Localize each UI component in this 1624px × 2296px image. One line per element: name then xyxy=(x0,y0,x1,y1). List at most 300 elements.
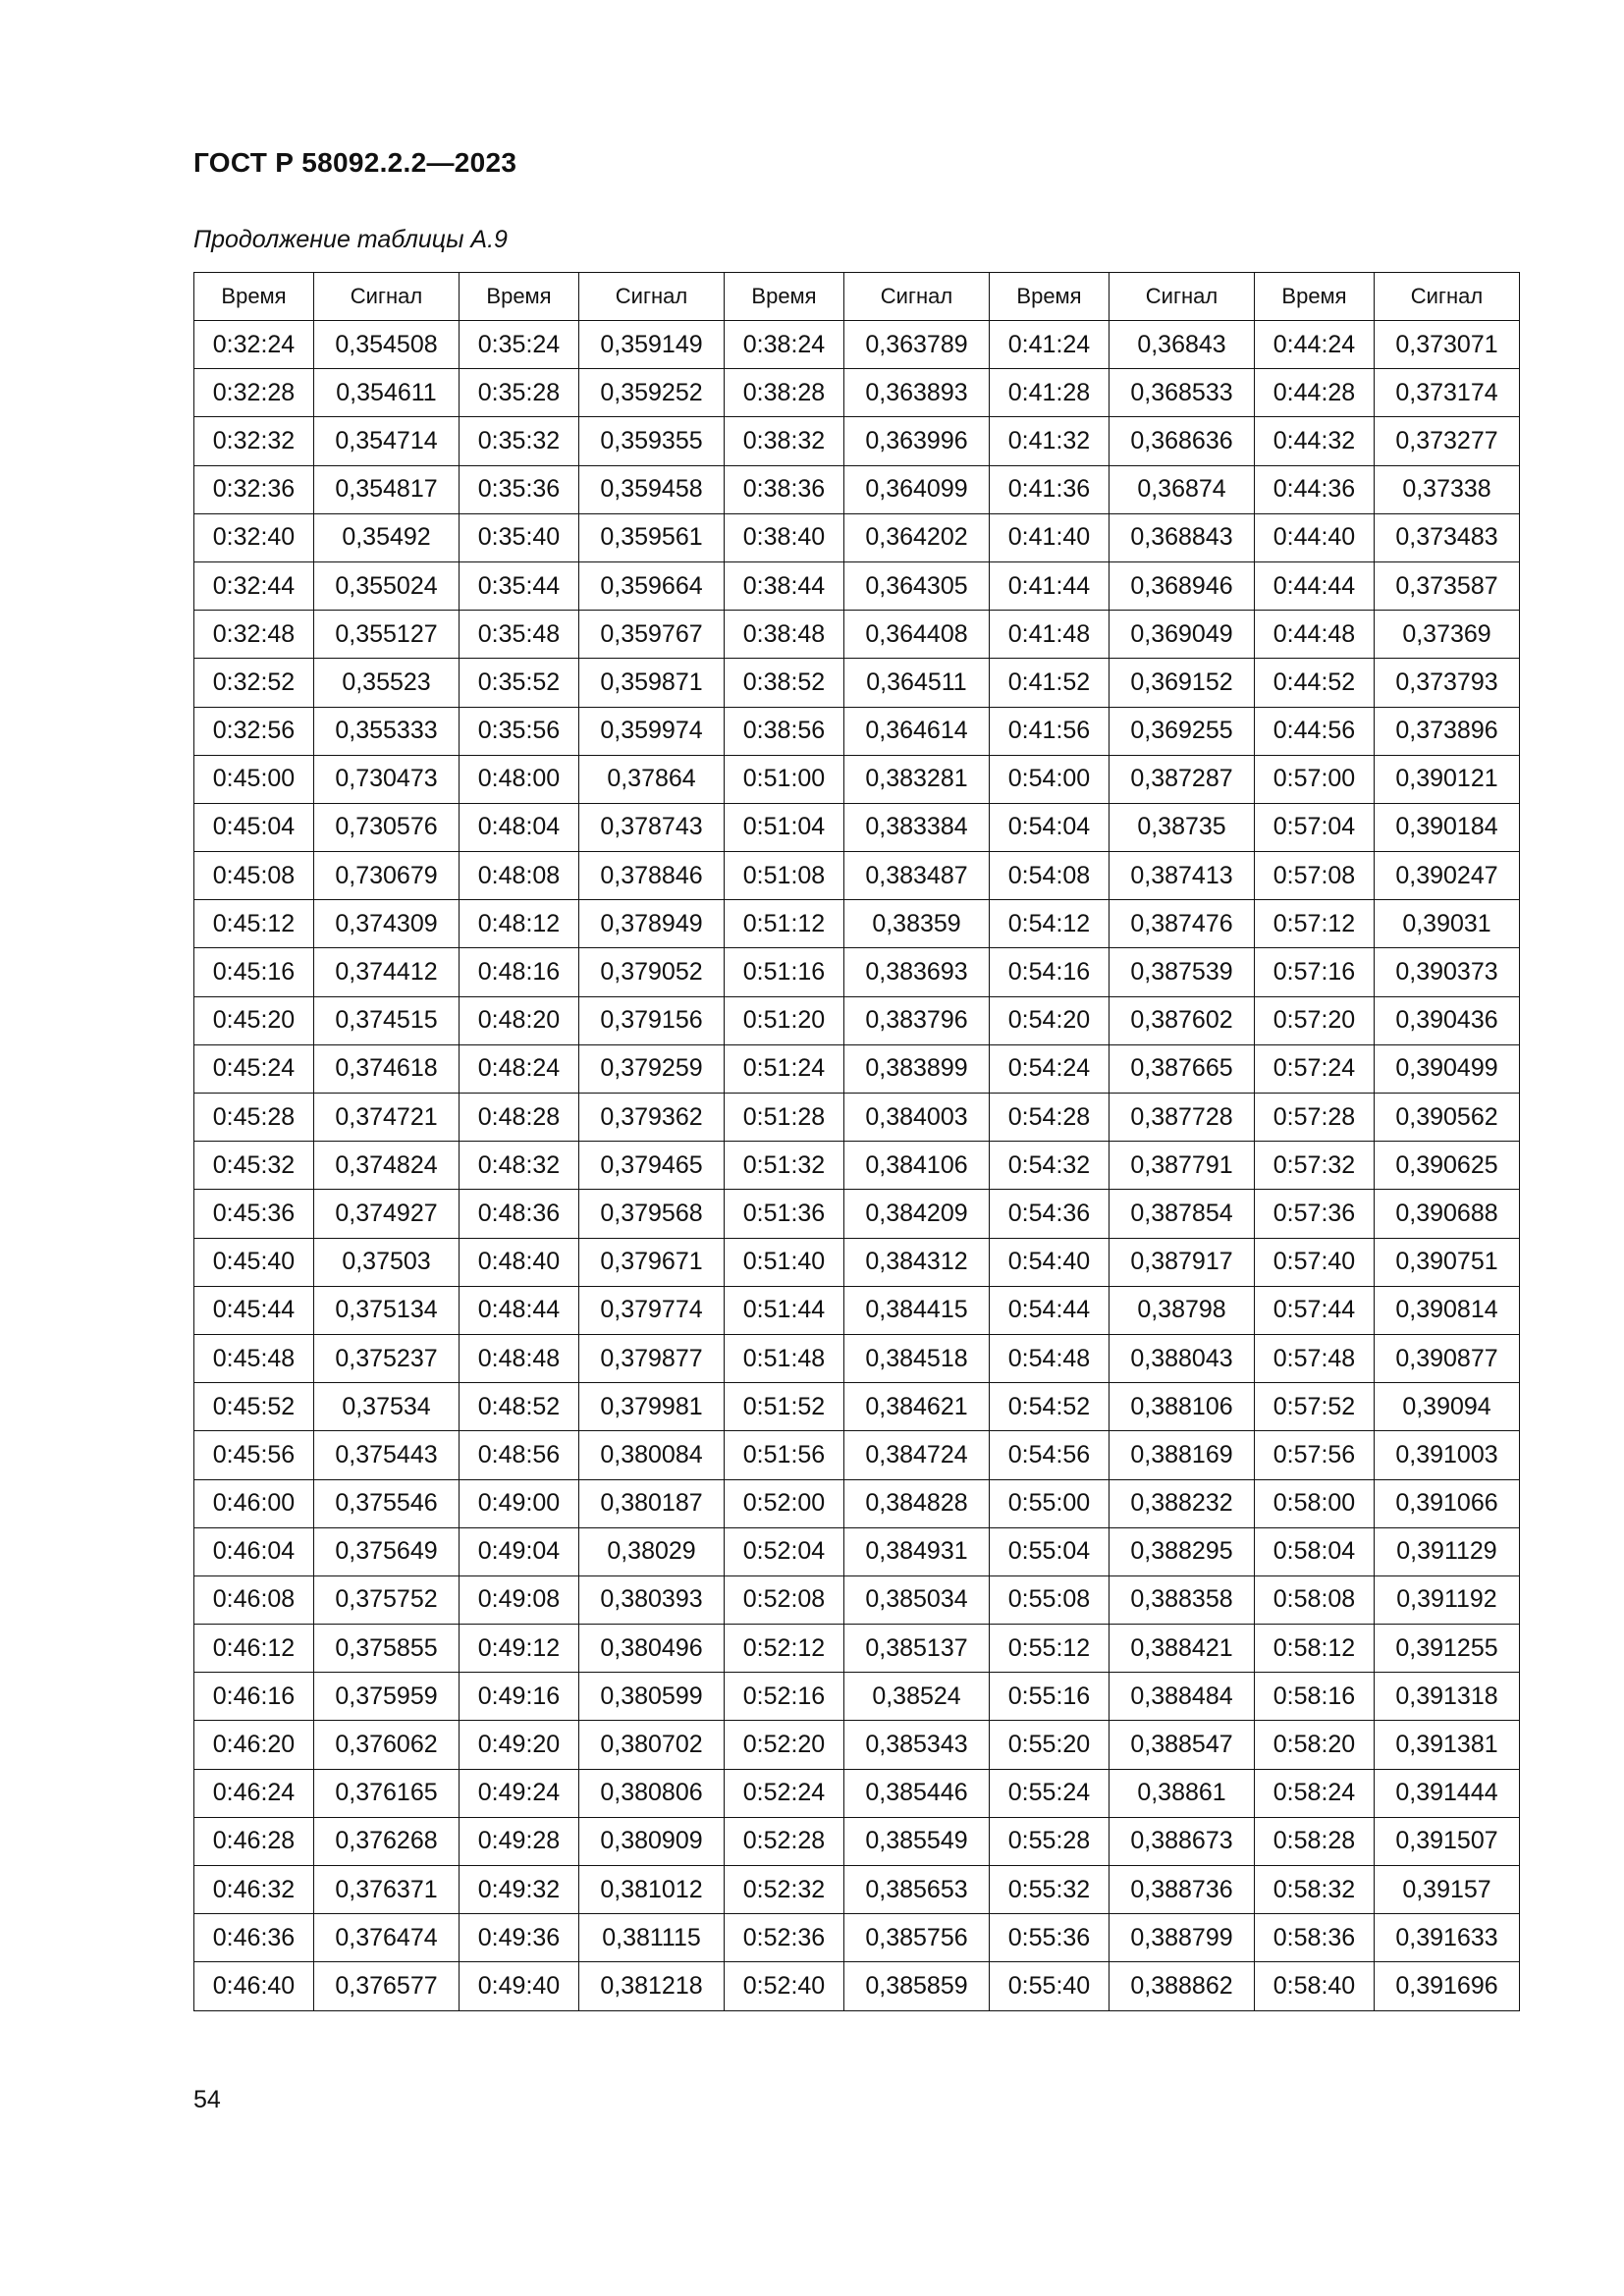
time-cell: 0:55:24 xyxy=(990,1769,1110,1817)
time-cell: 0:58:16 xyxy=(1255,1673,1375,1721)
signal-cell: 0,388547 xyxy=(1110,1721,1255,1769)
signal-cell: 0,387917 xyxy=(1110,1238,1255,1286)
time-cell: 0:52:08 xyxy=(725,1575,844,1624)
time-cell: 0:49:12 xyxy=(460,1625,579,1673)
signal-cell: 0,380496 xyxy=(579,1625,725,1673)
time-cell: 0:55:04 xyxy=(990,1527,1110,1575)
signal-cell: 0,384312 xyxy=(844,1238,990,1286)
time-cell: 0:32:56 xyxy=(194,707,314,755)
time-cell: 0:46:28 xyxy=(194,1817,314,1865)
table-row xyxy=(194,1238,1520,1286)
time-cell: 0:38:44 xyxy=(725,561,844,610)
time-cell: 0:51:00 xyxy=(725,755,844,803)
signal-cell: 0,380187 xyxy=(579,1479,725,1527)
time-cell: 0:48:00 xyxy=(460,755,579,803)
time-cell: 0:45:04 xyxy=(194,803,314,851)
time-cell: 0:57:08 xyxy=(1255,852,1375,900)
signal-cell: 0,359355 xyxy=(579,417,725,465)
signal-cell: 0,730679 xyxy=(314,852,460,900)
signal-cell: 0,384415 xyxy=(844,1286,990,1334)
time-cell: 0:54:40 xyxy=(990,1238,1110,1286)
time-cell: 0:48:16 xyxy=(460,948,579,996)
column-header-time: Время xyxy=(194,273,314,321)
time-cell: 0:49:40 xyxy=(460,1962,579,2010)
time-cell: 0:51:20 xyxy=(725,996,844,1044)
signal-cell: 0,376062 xyxy=(314,1721,460,1769)
time-cell: 0:45:20 xyxy=(194,996,314,1044)
table-row xyxy=(194,707,1520,755)
time-cell: 0:35:24 xyxy=(460,321,579,369)
signal-cell: 0,385446 xyxy=(844,1769,990,1817)
time-cell: 0:44:44 xyxy=(1255,561,1375,610)
time-cell: 0:54:56 xyxy=(990,1431,1110,1479)
time-cell: 0:57:00 xyxy=(1255,755,1375,803)
time-cell: 0:32:24 xyxy=(194,321,314,369)
column-header-signal: Сигнал xyxy=(844,273,990,321)
signal-cell: 0,390625 xyxy=(1375,1142,1520,1190)
signal-cell: 0,375855 xyxy=(314,1625,460,1673)
signal-cell: 0,380806 xyxy=(579,1769,725,1817)
table-row xyxy=(194,1866,1520,1914)
table-row xyxy=(194,1769,1520,1817)
table-row xyxy=(194,1575,1520,1624)
time-cell: 0:38:32 xyxy=(725,417,844,465)
table-row xyxy=(194,513,1520,561)
time-cell: 0:41:40 xyxy=(990,513,1110,561)
signal-cell: 0,387413 xyxy=(1110,852,1255,900)
time-cell: 0:51:48 xyxy=(725,1334,844,1382)
signal-cell: 0,387665 xyxy=(1110,1044,1255,1093)
signal-cell: 0,390751 xyxy=(1375,1238,1520,1286)
time-cell: 0:49:32 xyxy=(460,1866,579,1914)
signal-cell: 0,391507 xyxy=(1375,1817,1520,1865)
time-cell: 0:44:36 xyxy=(1255,465,1375,513)
signal-cell: 0,364408 xyxy=(844,611,990,659)
time-cell: 0:46:00 xyxy=(194,1479,314,1527)
time-cell: 0:51:28 xyxy=(725,1094,844,1142)
time-cell: 0:49:24 xyxy=(460,1769,579,1817)
time-cell: 0:51:52 xyxy=(725,1383,844,1431)
time-cell: 0:45:44 xyxy=(194,1286,314,1334)
signal-cell: 0,390121 xyxy=(1375,755,1520,803)
time-cell: 0:49:28 xyxy=(460,1817,579,1865)
time-cell: 0:54:20 xyxy=(990,996,1110,1044)
signal-cell: 0,391696 xyxy=(1375,1962,1520,2010)
time-cell: 0:51:04 xyxy=(725,803,844,851)
signal-cell: 0,368946 xyxy=(1110,561,1255,610)
time-cell: 0:35:40 xyxy=(460,513,579,561)
signal-cell: 0,380084 xyxy=(579,1431,725,1479)
signal-cell: 0,385343 xyxy=(844,1721,990,1769)
signal-cell: 0,387476 xyxy=(1110,900,1255,948)
signal-cell: 0,375134 xyxy=(314,1286,460,1334)
time-cell: 0:54:44 xyxy=(990,1286,1110,1334)
signal-cell: 0,375443 xyxy=(314,1431,460,1479)
signal-cell: 0,369152 xyxy=(1110,659,1255,707)
signal-cell: 0,376371 xyxy=(314,1866,460,1914)
table-row xyxy=(194,1334,1520,1382)
time-cell: 0:48:56 xyxy=(460,1431,579,1479)
table-row xyxy=(194,948,1520,996)
time-cell: 0:44:56 xyxy=(1255,707,1375,755)
column-header-time: Время xyxy=(990,273,1110,321)
time-cell: 0:52:16 xyxy=(725,1673,844,1721)
time-cell: 0:41:44 xyxy=(990,561,1110,610)
signal-cell: 0,391633 xyxy=(1375,1914,1520,1962)
signal-cell: 0,391129 xyxy=(1375,1527,1520,1575)
time-cell: 0:45:56 xyxy=(194,1431,314,1479)
signal-cell: 0,39157 xyxy=(1375,1866,1520,1914)
signal-cell: 0,373793 xyxy=(1375,659,1520,707)
signal-cell: 0,38029 xyxy=(579,1527,725,1575)
signal-cell: 0,375237 xyxy=(314,1334,460,1382)
signal-cell: 0,36843 xyxy=(1110,321,1255,369)
signal-cell: 0,390373 xyxy=(1375,948,1520,996)
signal-cell: 0,379156 xyxy=(579,996,725,1044)
signal-cell: 0,363996 xyxy=(844,417,990,465)
signal-cell: 0,39094 xyxy=(1375,1383,1520,1431)
column-header-signal: Сигнал xyxy=(1110,273,1255,321)
signal-cell: 0,368533 xyxy=(1110,369,1255,417)
signal-cell: 0,364202 xyxy=(844,513,990,561)
table-row xyxy=(194,1431,1520,1479)
signal-cell: 0,359458 xyxy=(579,465,725,513)
signal-cell: 0,38735 xyxy=(1110,803,1255,851)
time-cell: 0:35:32 xyxy=(460,417,579,465)
signal-cell: 0,369255 xyxy=(1110,707,1255,755)
time-cell: 0:38:36 xyxy=(725,465,844,513)
signal-cell: 0,391318 xyxy=(1375,1673,1520,1721)
signal-cell: 0,379981 xyxy=(579,1383,725,1431)
signal-cell: 0,384828 xyxy=(844,1479,990,1527)
signal-cell: 0,378949 xyxy=(579,900,725,948)
page-number: 54 xyxy=(193,2086,221,2113)
signal-cell: 0,390562 xyxy=(1375,1094,1520,1142)
signal-cell: 0,373277 xyxy=(1375,417,1520,465)
time-cell: 0:41:48 xyxy=(990,611,1110,659)
table-row xyxy=(194,1914,1520,1962)
signal-cell: 0,379052 xyxy=(579,948,725,996)
signal-cell: 0,385756 xyxy=(844,1914,990,1962)
table-row xyxy=(194,1479,1520,1527)
signal-cell: 0,390814 xyxy=(1375,1286,1520,1334)
signal-cell: 0,388232 xyxy=(1110,1479,1255,1527)
signal-cell: 0,387539 xyxy=(1110,948,1255,996)
time-cell: 0:46:32 xyxy=(194,1866,314,1914)
time-cell: 0:52:36 xyxy=(725,1914,844,1962)
table-row xyxy=(194,1094,1520,1142)
table-header-row xyxy=(194,273,1520,321)
time-cell: 0:44:48 xyxy=(1255,611,1375,659)
time-cell: 0:55:08 xyxy=(990,1575,1110,1624)
time-cell: 0:48:04 xyxy=(460,803,579,851)
time-cell: 0:44:40 xyxy=(1255,513,1375,561)
time-cell: 0:45:08 xyxy=(194,852,314,900)
time-cell: 0:57:32 xyxy=(1255,1142,1375,1190)
time-cell: 0:54:16 xyxy=(990,948,1110,996)
signal-cell: 0,388043 xyxy=(1110,1334,1255,1382)
signal-cell: 0,374412 xyxy=(314,948,460,996)
signal-cell: 0,374309 xyxy=(314,900,460,948)
time-cell: 0:52:32 xyxy=(725,1866,844,1914)
time-cell: 0:48:36 xyxy=(460,1190,579,1238)
table-row xyxy=(194,611,1520,659)
time-cell: 0:32:28 xyxy=(194,369,314,417)
time-cell: 0:55:32 xyxy=(990,1866,1110,1914)
time-cell: 0:38:48 xyxy=(725,611,844,659)
table-row xyxy=(194,1962,1520,2010)
signal-cell: 0,381115 xyxy=(579,1914,725,1962)
time-cell: 0:45:28 xyxy=(194,1094,314,1142)
signal-cell: 0,387791 xyxy=(1110,1142,1255,1190)
column-header-signal: Сигнал xyxy=(314,273,460,321)
signal-cell: 0,388358 xyxy=(1110,1575,1255,1624)
signal-cell: 0,388862 xyxy=(1110,1962,1255,2010)
signal-cell: 0,390436 xyxy=(1375,996,1520,1044)
signal-cell: 0,364099 xyxy=(844,465,990,513)
table-row xyxy=(194,1625,1520,1673)
signal-cell: 0,379671 xyxy=(579,1238,725,1286)
time-cell: 0:54:28 xyxy=(990,1094,1110,1142)
time-cell: 0:57:12 xyxy=(1255,900,1375,948)
table-row xyxy=(194,1190,1520,1238)
signal-cell: 0,384003 xyxy=(844,1094,990,1142)
table-row xyxy=(194,1721,1520,1769)
time-cell: 0:48:40 xyxy=(460,1238,579,1286)
time-cell: 0:41:24 xyxy=(990,321,1110,369)
signal-cell: 0,37503 xyxy=(314,1238,460,1286)
time-cell: 0:57:24 xyxy=(1255,1044,1375,1093)
time-cell: 0:58:32 xyxy=(1255,1866,1375,1914)
signal-cell: 0,387287 xyxy=(1110,755,1255,803)
time-cell: 0:57:48 xyxy=(1255,1334,1375,1382)
signal-cell: 0,380702 xyxy=(579,1721,725,1769)
signal-cell: 0,374515 xyxy=(314,996,460,1044)
time-cell: 0:57:16 xyxy=(1255,948,1375,996)
signal-cell: 0,380599 xyxy=(579,1673,725,1721)
time-cell: 0:35:48 xyxy=(460,611,579,659)
signal-cell: 0,388799 xyxy=(1110,1914,1255,1962)
signal-cell: 0,390877 xyxy=(1375,1334,1520,1382)
time-cell: 0:58:28 xyxy=(1255,1817,1375,1865)
signal-cell: 0,363893 xyxy=(844,369,990,417)
time-cell: 0:58:24 xyxy=(1255,1769,1375,1817)
signal-cell: 0,364614 xyxy=(844,707,990,755)
table-row xyxy=(194,561,1520,610)
time-cell: 0:52:24 xyxy=(725,1769,844,1817)
time-cell: 0:58:08 xyxy=(1255,1575,1375,1624)
signal-cell: 0,359871 xyxy=(579,659,725,707)
signal-cell: 0,364511 xyxy=(844,659,990,707)
time-cell: 0:57:20 xyxy=(1255,996,1375,1044)
table-row xyxy=(194,900,1520,948)
signal-cell: 0,391255 xyxy=(1375,1625,1520,1673)
table-row xyxy=(194,803,1520,851)
signal-cell: 0,391444 xyxy=(1375,1769,1520,1817)
signal-cell: 0,390247 xyxy=(1375,852,1520,900)
data-table-container xyxy=(193,272,1519,2011)
signal-cell: 0,388106 xyxy=(1110,1383,1255,1431)
signal-cell: 0,388484 xyxy=(1110,1673,1255,1721)
time-cell: 0:46:04 xyxy=(194,1527,314,1575)
time-cell: 0:55:20 xyxy=(990,1721,1110,1769)
time-cell: 0:57:04 xyxy=(1255,803,1375,851)
column-header-time: Время xyxy=(460,273,579,321)
time-cell: 0:52:28 xyxy=(725,1817,844,1865)
time-cell: 0:32:40 xyxy=(194,513,314,561)
time-cell: 0:32:44 xyxy=(194,561,314,610)
signal-cell: 0,374927 xyxy=(314,1190,460,1238)
time-cell: 0:41:52 xyxy=(990,659,1110,707)
time-cell: 0:55:16 xyxy=(990,1673,1110,1721)
time-cell: 0:58:04 xyxy=(1255,1527,1375,1575)
time-cell: 0:58:36 xyxy=(1255,1914,1375,1962)
time-cell: 0:55:40 xyxy=(990,1962,1110,2010)
signal-cell: 0,378743 xyxy=(579,803,725,851)
time-cell: 0:57:40 xyxy=(1255,1238,1375,1286)
time-cell: 0:57:44 xyxy=(1255,1286,1375,1334)
signal-cell: 0,381218 xyxy=(579,1962,725,2010)
time-cell: 0:52:04 xyxy=(725,1527,844,1575)
table-header xyxy=(194,273,1520,321)
time-cell: 0:51:44 xyxy=(725,1286,844,1334)
signal-cell: 0,38798 xyxy=(1110,1286,1255,1334)
table-row xyxy=(194,369,1520,417)
time-cell: 0:35:28 xyxy=(460,369,579,417)
time-cell: 0:57:56 xyxy=(1255,1431,1375,1479)
signal-cell: 0,384931 xyxy=(844,1527,990,1575)
signal-cell: 0,364305 xyxy=(844,561,990,610)
time-cell: 0:38:56 xyxy=(725,707,844,755)
signal-cell: 0,730576 xyxy=(314,803,460,851)
signal-cell: 0,376577 xyxy=(314,1962,460,2010)
signal-cell: 0,38359 xyxy=(844,900,990,948)
signal-cell: 0,37338 xyxy=(1375,465,1520,513)
time-cell: 0:45:36 xyxy=(194,1190,314,1238)
signal-cell: 0,373483 xyxy=(1375,513,1520,561)
signal-cell: 0,375546 xyxy=(314,1479,460,1527)
time-cell: 0:45:48 xyxy=(194,1334,314,1382)
time-cell: 0:38:52 xyxy=(725,659,844,707)
signal-cell: 0,383384 xyxy=(844,803,990,851)
signal-cell: 0,379774 xyxy=(579,1286,725,1334)
time-cell: 0:51:24 xyxy=(725,1044,844,1093)
time-cell: 0:48:08 xyxy=(460,852,579,900)
signal-cell: 0,388295 xyxy=(1110,1527,1255,1575)
time-cell: 0:45:40 xyxy=(194,1238,314,1286)
signal-cell: 0,379568 xyxy=(579,1190,725,1238)
signal-cell: 0,375752 xyxy=(314,1575,460,1624)
time-cell: 0:44:52 xyxy=(1255,659,1375,707)
table-row xyxy=(194,1383,1520,1431)
time-cell: 0:32:36 xyxy=(194,465,314,513)
time-cell: 0:54:00 xyxy=(990,755,1110,803)
time-cell: 0:58:12 xyxy=(1255,1625,1375,1673)
time-cell: 0:54:04 xyxy=(990,803,1110,851)
time-cell: 0:35:52 xyxy=(460,659,579,707)
time-cell: 0:48:24 xyxy=(460,1044,579,1093)
time-cell: 0:48:12 xyxy=(460,900,579,948)
signal-cell: 0,354714 xyxy=(314,417,460,465)
signal-cell: 0,375959 xyxy=(314,1673,460,1721)
signal-cell: 0,388421 xyxy=(1110,1625,1255,1673)
signal-cell: 0,359561 xyxy=(579,513,725,561)
signal-cell: 0,38524 xyxy=(844,1673,990,1721)
signal-cell: 0,384106 xyxy=(844,1142,990,1190)
signal-cell: 0,39031 xyxy=(1375,900,1520,948)
time-cell: 0:51:56 xyxy=(725,1431,844,1479)
time-cell: 0:48:28 xyxy=(460,1094,579,1142)
time-cell: 0:45:52 xyxy=(194,1383,314,1431)
column-header-signal: Сигнал xyxy=(579,273,725,321)
signal-cell: 0,385549 xyxy=(844,1817,990,1865)
time-cell: 0:45:16 xyxy=(194,948,314,996)
time-cell: 0:35:56 xyxy=(460,707,579,755)
signal-cell: 0,385653 xyxy=(844,1866,990,1914)
signal-cell: 0,388736 xyxy=(1110,1866,1255,1914)
time-cell: 0:49:00 xyxy=(460,1479,579,1527)
signal-cell: 0,35523 xyxy=(314,659,460,707)
time-cell: 0:54:08 xyxy=(990,852,1110,900)
signal-cell: 0,383796 xyxy=(844,996,990,1044)
signal-cell: 0,375649 xyxy=(314,1527,460,1575)
signal-cell: 0,368636 xyxy=(1110,417,1255,465)
time-cell: 0:57:52 xyxy=(1255,1383,1375,1431)
time-cell: 0:52:12 xyxy=(725,1625,844,1673)
signal-cell: 0,355024 xyxy=(314,561,460,610)
table-row xyxy=(194,1527,1520,1575)
time-cell: 0:32:32 xyxy=(194,417,314,465)
time-cell: 0:54:32 xyxy=(990,1142,1110,1190)
time-cell: 0:58:00 xyxy=(1255,1479,1375,1527)
signal-cell: 0,391192 xyxy=(1375,1575,1520,1624)
time-cell: 0:45:24 xyxy=(194,1044,314,1093)
signal-cell: 0,390688 xyxy=(1375,1190,1520,1238)
signal-cell: 0,359974 xyxy=(579,707,725,755)
signal-cell: 0,391066 xyxy=(1375,1479,1520,1527)
time-cell: 0:35:36 xyxy=(460,465,579,513)
signal-cell: 0,384209 xyxy=(844,1190,990,1238)
table-row xyxy=(194,465,1520,513)
time-cell: 0:48:20 xyxy=(460,996,579,1044)
column-header-signal: Сигнал xyxy=(1375,273,1520,321)
signal-cell: 0,354817 xyxy=(314,465,460,513)
time-cell: 0:41:36 xyxy=(990,465,1110,513)
signal-cell: 0,373174 xyxy=(1375,369,1520,417)
signal-cell: 0,381012 xyxy=(579,1866,725,1914)
signal-cell: 0,35492 xyxy=(314,513,460,561)
signal-cell: 0,390184 xyxy=(1375,803,1520,851)
time-cell: 0:44:32 xyxy=(1255,417,1375,465)
signal-cell: 0,384724 xyxy=(844,1431,990,1479)
signal-cell: 0,373071 xyxy=(1375,321,1520,369)
time-cell: 0:48:44 xyxy=(460,1286,579,1334)
table-row xyxy=(194,996,1520,1044)
signal-cell: 0,355127 xyxy=(314,611,460,659)
signal-cell: 0,379877 xyxy=(579,1334,725,1382)
signal-cell: 0,369049 xyxy=(1110,611,1255,659)
time-cell: 0:44:28 xyxy=(1255,369,1375,417)
time-cell: 0:49:04 xyxy=(460,1527,579,1575)
table-row xyxy=(194,1142,1520,1190)
time-cell: 0:54:36 xyxy=(990,1190,1110,1238)
time-cell: 0:55:36 xyxy=(990,1914,1110,1962)
time-cell: 0:45:12 xyxy=(194,900,314,948)
time-cell: 0:55:00 xyxy=(990,1479,1110,1527)
time-cell: 0:49:20 xyxy=(460,1721,579,1769)
time-cell: 0:52:20 xyxy=(725,1721,844,1769)
time-cell: 0:51:12 xyxy=(725,900,844,948)
